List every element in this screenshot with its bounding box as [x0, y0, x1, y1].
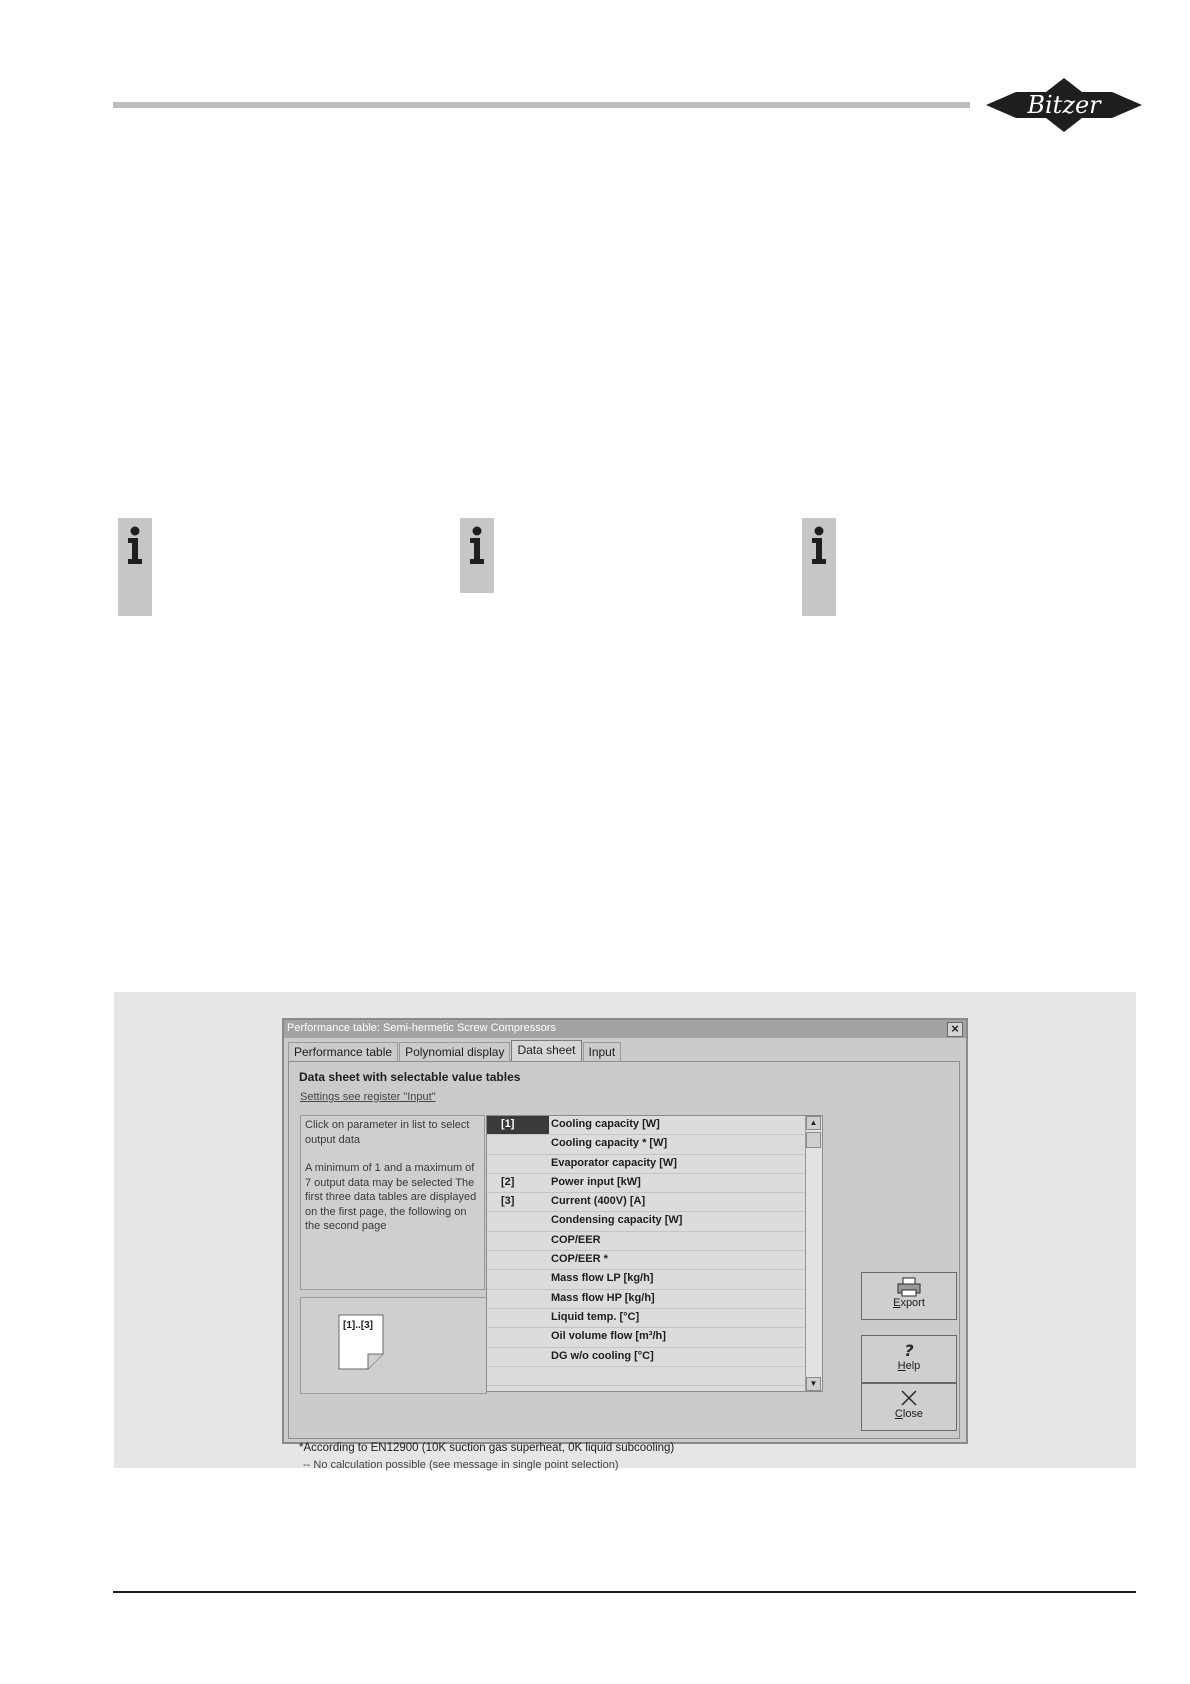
list-item[interactable] — [487, 1348, 822, 1367]
question-icon — [901, 1340, 917, 1360]
svg-text:?: ? — [904, 1341, 914, 1360]
list-item[interactable] — [487, 1309, 822, 1328]
list-item-label: DG w/o cooling [°C] — [551, 1349, 654, 1362]
dialog-titlebar — [284, 1020, 966, 1038]
data-sheet-panel — [288, 1061, 960, 1471]
dialog-title: Performance table: Semi-hermetic Screw Compressors — [287, 1022, 556, 1034]
list-item-label: Evaporator capacity [W] — [551, 1156, 677, 1169]
list-item-label: Current (400V) [A] — [551, 1195, 646, 1208]
tab-data-sheet[interactable]: Data sheet — [511, 1040, 581, 1062]
list-item-index: [2] — [501, 1175, 515, 1188]
tab-polynomial-display[interactable]: Polynomial display — [399, 1042, 510, 1062]
list-item-label: COP/EER — [551, 1233, 601, 1246]
footer-rule — [113, 1591, 1136, 1593]
list-item[interactable] — [487, 1155, 822, 1174]
list-item[interactable] — [487, 1290, 822, 1309]
help-button-key: H — [897, 1360, 906, 1372]
list-item-index — [487, 1348, 549, 1366]
list-item[interactable] — [487, 1174, 822, 1193]
list-item-index — [487, 1290, 549, 1308]
list-item-label: Oil volume flow [m³/h] — [551, 1330, 666, 1343]
no-calculation-note: -- No calculation possible (see message in single point selection) — [303, 1459, 619, 1471]
hint-text-select: Click on parameter in list to select output data — [305, 1119, 470, 1146]
header-rule — [113, 102, 970, 108]
list-item-index — [487, 1386, 549, 1392]
list-item[interactable] — [487, 1135, 822, 1154]
list-item-index — [487, 1251, 549, 1269]
info-icon — [460, 518, 494, 593]
scroll-down-icon[interactable]: ▼ — [806, 1377, 821, 1391]
list-item-index — [487, 1232, 549, 1250]
list-item-label: Mass flow LP [kg/h] — [551, 1272, 654, 1285]
parameter-list[interactable] — [486, 1115, 823, 1392]
list-item-label: Cooling capacity * [W] — [551, 1137, 668, 1150]
close-icon[interactable]: × — [947, 1022, 963, 1037]
list-item-index — [487, 1270, 549, 1288]
bitzer-logo — [986, 78, 1142, 132]
list-item[interactable] — [487, 1386, 822, 1392]
help-button[interactable] — [861, 1335, 957, 1383]
list-item-index: [1] — [487, 1116, 549, 1134]
panel-heading: Data sheet with selectable value tables — [299, 1070, 521, 1084]
performance-table-dialog — [282, 1018, 968, 1471]
tab-strip — [288, 1042, 622, 1062]
page-label: [1]..[3] — [343, 1320, 373, 1331]
list-item[interactable] — [487, 1367, 822, 1386]
hint-text-limits: A minimum of 1 and a maximum of 7 output data may be selected The first three data tables are displayed on the first page, the following on the second page — [305, 1162, 477, 1232]
list-item-label: Condensing capacity [W] — [551, 1214, 683, 1227]
list-item[interactable] — [487, 1270, 822, 1289]
list-item-label: Power input [kW] — [551, 1175, 641, 1188]
settings-link[interactable]: Settings see register "Input" — [300, 1091, 436, 1103]
svg-text:Bitzer: Bitzer — [1027, 91, 1101, 119]
close-button-label: lose — [902, 1408, 924, 1420]
export-button-label: xport — [900, 1297, 925, 1309]
scroll-thumb[interactable] — [806, 1132, 821, 1148]
list-item[interactable] — [487, 1251, 822, 1270]
close-button-key: C — [894, 1408, 903, 1420]
list-item-index: [3] — [501, 1195, 515, 1208]
help-button-label: elp — [905, 1360, 921, 1372]
list-item-index — [487, 1309, 549, 1327]
list-item-label: Mass flow HP [kg/h] — [551, 1291, 655, 1304]
list-item-index — [487, 1367, 549, 1385]
hint-box — [300, 1115, 485, 1290]
list-item[interactable] — [487, 1212, 822, 1231]
list-item[interactable] — [487, 1193, 822, 1212]
list-item-index — [487, 1328, 549, 1346]
close-icon — [899, 1388, 919, 1408]
info-icon — [802, 518, 836, 616]
scroll-up-icon[interactable]: ▲ — [806, 1116, 821, 1130]
footnote: *According to EN12900 (10K suction gas superheat, 0K liquid subcooling) — [299, 1442, 675, 1454]
page-preview — [300, 1297, 487, 1394]
list-item-index — [487, 1212, 549, 1230]
close-button[interactable] — [861, 1383, 957, 1431]
tab-input[interactable]: Input — [583, 1042, 622, 1062]
export-button-key: E — [893, 1297, 901, 1309]
list-item[interactable] — [487, 1232, 822, 1251]
tab-performance-table[interactable]: Performance table — [288, 1042, 398, 1062]
list-item-index — [487, 1135, 549, 1153]
info-icon — [118, 518, 152, 616]
list-scrollbar[interactable] — [805, 1116, 822, 1391]
list-item-label: COP/EER * — [551, 1253, 608, 1266]
list-item-index — [487, 1155, 549, 1173]
export-button[interactable] — [861, 1272, 957, 1320]
list-item[interactable] — [487, 1116, 822, 1135]
list-item-label: Liquid temp. [°C] — [551, 1310, 640, 1323]
printer-icon — [896, 1277, 922, 1297]
list-item[interactable] — [487, 1328, 822, 1347]
list-item-label: Cooling capacity [W] — [551, 1118, 660, 1130]
